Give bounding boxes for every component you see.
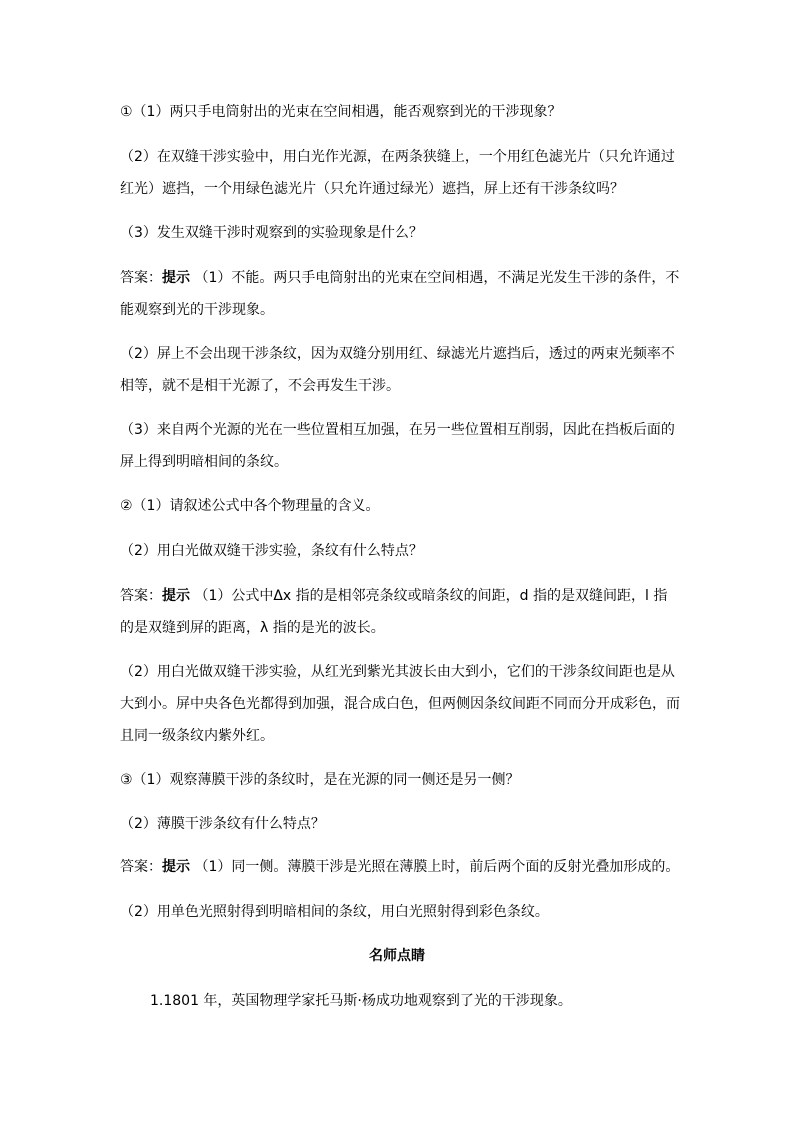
section-title: 名师点睛 [369, 948, 425, 964]
answer-1-part-1-text: （1）不能。两只手电筒射出的光束在空间相遇，不满足光发生干涉的条件，不能观察到光的干涉现象。 [120, 270, 680, 318]
question-2-part-1: ②（1）请叙述公式中各个物理量的含义。 [120, 498, 380, 514]
question-1-part-1: ①（1）两只手电筒射出的光束在空间相遇，能否观察到光的干涉现象？ [120, 104, 562, 120]
answer-3-part-1-text: （1）同一侧。薄膜干涉是光照在薄膜上时，前后两个面的反射光叠加形成的。 [190, 859, 680, 875]
answer-3-part-2: （2）用单色光照射得到明暗相间的条纹，用白光照射得到彩色条纹。 [120, 904, 549, 920]
answer-1-part-2: （2）屏上不会出现干涉条纹，因为双缝分别用红、绿滤光片遮挡后，透过的两束光频率不相等，就不是相干光源了，不会再发生干涉。 [120, 346, 675, 394]
question-3-part-2: （2）薄膜干涉条纹有什么特点？ [120, 816, 325, 832]
hint-label: 提示 [162, 588, 190, 604]
answer-2-part-1 [120, 580, 680, 644]
answer-1-part-3: （3）来自两个光源的光在一些位置相互加强，在另一些位置相互削弱，因此在挡板后面的屏上得到明暗相间的条纹。 [120, 422, 675, 470]
answer-3-part-1 [120, 851, 680, 883]
key-point-1: 1.1801 年，英国物理学家托马斯·杨成功地观察到了光的干涉现象。 [150, 993, 572, 1009]
answer-2-part-1-text: （1）公式中Δx 指的是相邻亮条纹或暗条纹的间距，d 指的是双缝间距，l 指的是双缝到屏的距离，λ 指的是光的波长。 [120, 588, 668, 636]
question-1-part-3: （3）发生双缝干涉时观察到的实验现象是什么？ [120, 225, 423, 241]
answer-2-part-2: （2）用白光做双缝干涉实验，从红光到紫光其波长由大到小，它们的干涉条纹间距也是从大到小。屏中央各色光都得到加强，混合成白色，但两侧因条纹间距不同而分开成彩色，而且同一级条纹内紫外红。 [120, 664, 680, 744]
answer-label: 答案： [120, 270, 162, 286]
answer-label: 答案： [120, 588, 162, 604]
question-1-part-2: （2）在双缝干涉实验中，用白光作光源，在两条狭缝上，一个用红色滤光片（只允许通过红光）遮挡，一个用绿色滤光片（只允许通过绿光）遮挡，屏上还有干涉条纹吗？ [120, 149, 675, 197]
hint-label: 提示 [162, 270, 190, 286]
hint-label: 提示 [162, 859, 190, 875]
question-2-part-2: （2）用白光做双缝干涉实验，条纹有什么特点？ [120, 543, 423, 559]
answer-1-part-1 [120, 262, 680, 326]
answer-label: 答案： [120, 859, 162, 875]
question-3-part-1: ③（1）观察薄膜干涉的条纹时，是在光源的同一侧还是另一侧？ [120, 772, 520, 788]
